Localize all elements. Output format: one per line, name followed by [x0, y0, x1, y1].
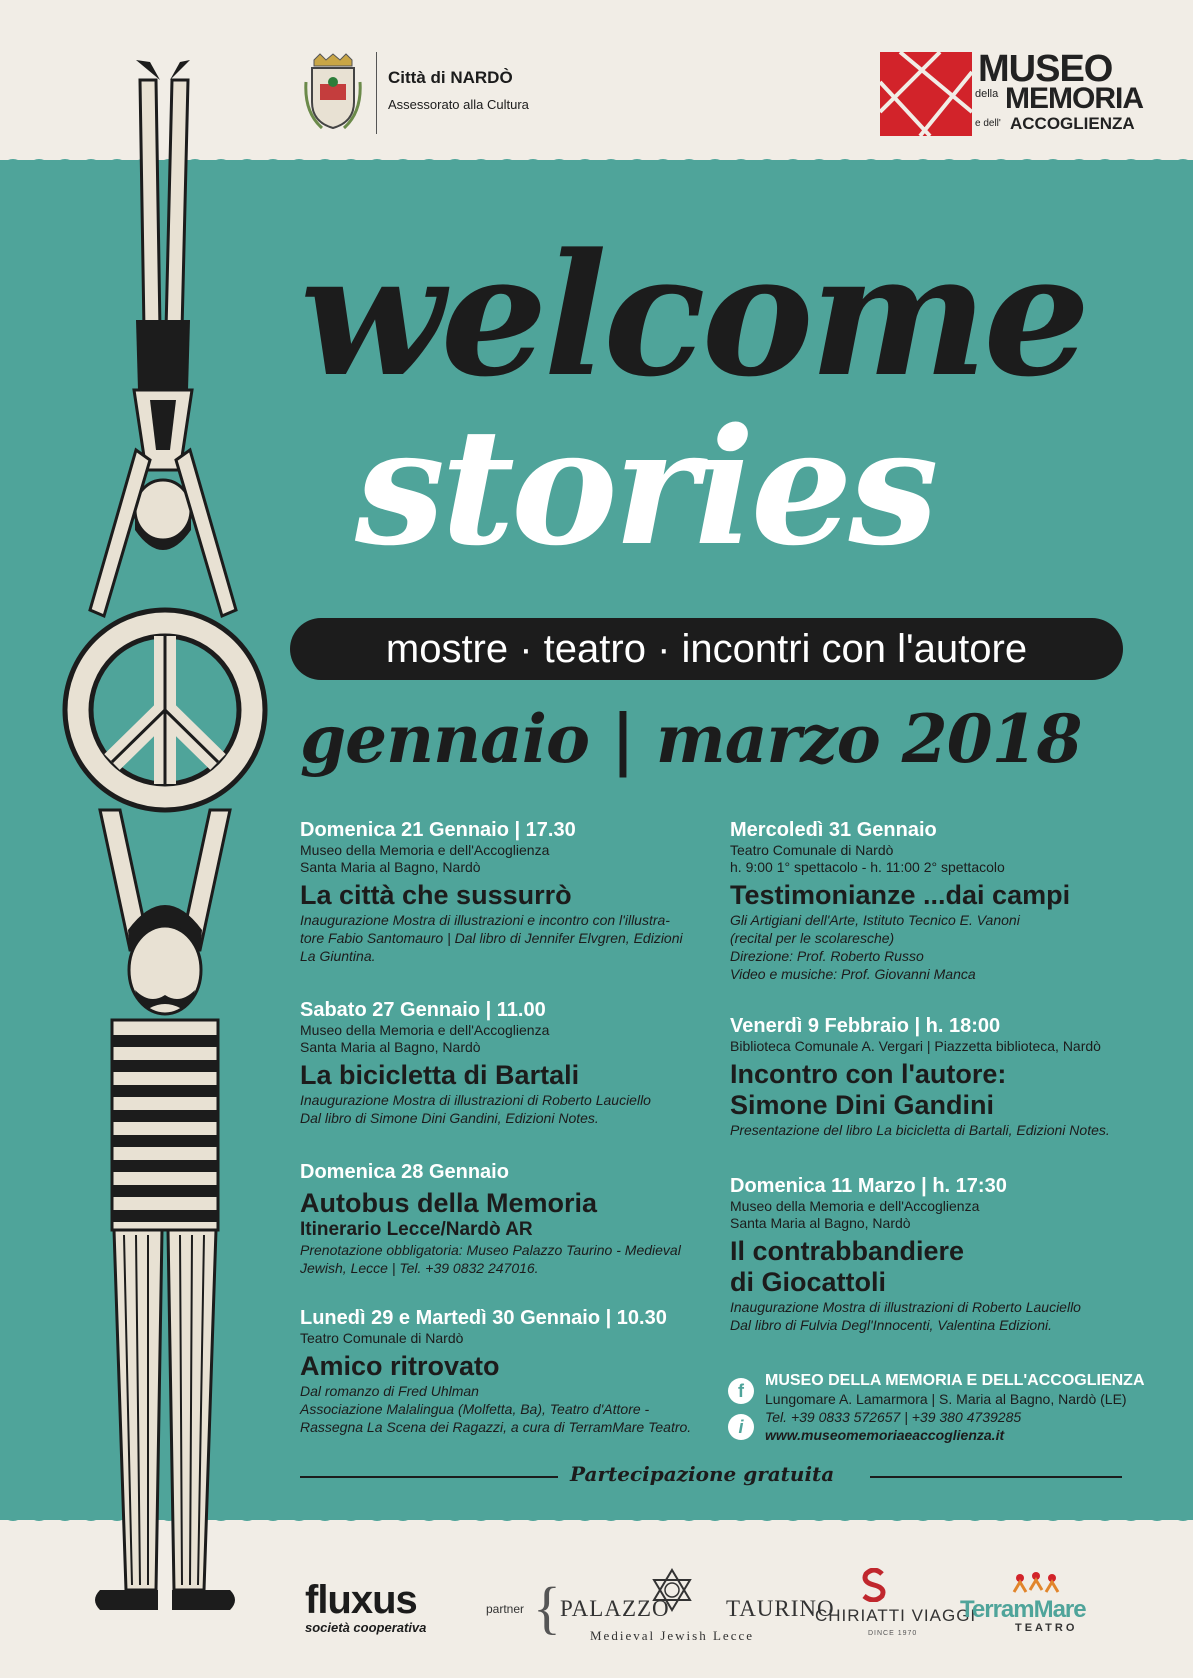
event-title: La bicicletta di Bartali	[300, 1060, 580, 1090]
city-department: Assessorato alla Cultura	[388, 97, 529, 112]
contact-name: MUSEO DELLA MEMORIA E DELL'ACCOGLIENZA	[765, 1372, 1145, 1389]
event-note: Inaugurazione Mostra di illustrazioni e incontro con l'illustra-	[300, 912, 670, 928]
city-crest-icon	[302, 52, 364, 134]
partner-brace-icon: {	[533, 1575, 561, 1640]
event-title: Amico ritrovato	[300, 1351, 500, 1381]
event-note: Inaugurazione Mostra di illustrazioni di Roberto Lauciello	[300, 1092, 651, 1108]
event-title: Autobus della Memoria	[300, 1188, 598, 1218]
event-date: Domenica 28 Gennaio	[300, 1161, 509, 1183]
event-note: Gli Artigiani dell'Arte, Istituto Tecnico E. Vanoni	[730, 912, 1020, 928]
period-heading: gennaio | marzo 2018	[300, 700, 1082, 778]
fluxus-subtitle: società cooperativa	[305, 1620, 427, 1635]
event-note: Jewish, Lecce | Tel. +39 0832 247016.	[300, 1260, 539, 1276]
museum-name-della: della	[975, 88, 999, 100]
acrobats-illustration	[40, 50, 280, 1670]
event-subtitle: Itinerario Lecce/Nardò AR	[300, 1219, 533, 1240]
divider-left	[300, 1476, 558, 1478]
event-note: (recital per le scolaresche)	[730, 930, 895, 946]
event-card	[300, 818, 700, 965]
terrammare-logo: TerramMare	[960, 1596, 1086, 1623]
event-title: Il contrabbandiere	[730, 1236, 965, 1266]
event-location: h. 9:00 1° spettacolo - h. 11:00 2° spettacolo	[730, 859, 1005, 875]
chiriatti-subtitle: DINCE 1970	[868, 1630, 918, 1637]
event-location: Biblioteca Comunale A. Vergari | Piazzetta biblioteca, Nardò	[730, 1038, 1101, 1054]
event-location: Teatro Comunale di Nardò	[730, 842, 894, 858]
event-title: Simone Dini Gandini	[730, 1090, 995, 1120]
event-title: di Giocattoli	[730, 1267, 887, 1297]
event-card	[300, 998, 700, 1127]
city-name: Città di NARDÒ	[388, 68, 513, 87]
museum-name-3: ACCOGLIENZA	[1010, 114, 1135, 133]
palazzo-subtitle: Medieval Jewish Lecce	[590, 1628, 755, 1643]
event-note: Associazione Malalingua (Molfetta, Ba), Teatro d'Attore -	[300, 1401, 650, 1417]
contact-website[interactable]: www.museomemoriaeaccoglienza.it	[765, 1427, 1005, 1443]
partner-label: partner	[486, 1602, 525, 1616]
event-title: La città che sussurrò	[300, 880, 572, 910]
contact-block	[765, 1372, 1145, 1444]
info-icon: i	[728, 1414, 754, 1440]
event-location: Teatro Comunale di Nardò	[300, 1330, 464, 1346]
contact-address: Lungomare A. Lamarmora | S. Maria al Bagno, Nardò (LE)	[765, 1391, 1127, 1407]
facebook-icon[interactable]: f	[728, 1378, 754, 1404]
event-card	[730, 818, 1150, 983]
event-note: Inaugurazione Mostra di illustrazioni di Roberto Lauciello	[730, 1299, 1081, 1315]
event-card	[730, 1014, 1160, 1139]
event-location: Museo della Memoria e dell'Accoglienza	[300, 842, 550, 858]
museum-name-dell: e dell'	[975, 118, 1001, 129]
event-date: Lunedì 29 e Martedì 30 Gennaio | 10.30	[300, 1307, 667, 1329]
chiriatti-logo: CHIRIATTI VIAGGI	[815, 1606, 977, 1625]
event-location: Museo della Memoria e dell'Accoglienza	[300, 1022, 550, 1038]
palazzo-taurino-logo: PALAZZO TAURINO	[560, 1596, 835, 1621]
event-note: La Giuntina.	[300, 948, 376, 964]
event-date: Mercoledì 31 Gennaio	[730, 819, 937, 841]
title-stories: stories	[355, 393, 935, 581]
event-date: Venerdì 9 Febbraio | h. 18:00	[730, 1015, 1001, 1037]
event-title: Testimonianze ...dai campi	[730, 880, 1071, 910]
fluxus-logo: fluxus	[305, 1578, 417, 1622]
event-title: Incontro con l'autore:	[730, 1059, 1007, 1089]
event-note: Direzione: Prof. Roberto Russo	[730, 948, 924, 964]
event-note: Video e musiche: Prof. Giovanni Manca	[730, 966, 976, 982]
header-divider	[376, 52, 377, 134]
event-note: Prenotazione obbligatoria: Museo Palazzo Taurino - Medieval	[300, 1242, 681, 1258]
event-date: Sabato 27 Gennaio | 11.00	[300, 999, 546, 1021]
terram-figures-icon	[1010, 1572, 1070, 1594]
event-location: Santa Maria al Bagno, Nardò	[300, 859, 481, 875]
museum-name-2: MEMORIA	[1005, 82, 1143, 115]
event-note: tore Fabio Santomauro | Dal libro di Jennifer Elvgren, Edizioni	[300, 930, 683, 946]
event-note: Dal libro di Simone Dini Gandini, Edizioni Notes.	[300, 1110, 599, 1126]
free-participation-note: Partecipazione gratuita	[570, 1462, 835, 1486]
event-card	[300, 1160, 700, 1277]
event-location: Museo della Memoria e dell'Accoglienza	[730, 1198, 980, 1214]
event-card	[730, 1174, 1150, 1334]
chiriatti-s-icon	[860, 1568, 888, 1602]
subtitle-pill: mostre · teatro · incontri con l'autore	[290, 618, 1123, 680]
event-date: Domenica 21 Gennaio | 17.30	[300, 819, 576, 841]
event-note: Dal romanzo di Fred Uhlman	[300, 1383, 479, 1399]
museum-name-1: MUSEO	[978, 48, 1113, 90]
event-location: Santa Maria al Bagno, Nardò	[730, 1215, 911, 1231]
contact-phone: Tel. +39 0833 572657 | +39 380 4739285	[765, 1409, 1022, 1425]
event-card	[300, 1306, 710, 1436]
event-date: Domenica 11 Marzo | h. 17:30	[730, 1175, 1007, 1197]
museum-logo-icon	[880, 52, 972, 136]
title-welcome: welcome	[300, 216, 1087, 414]
event-note: Rassegna La Scena dei Ragazzi, a cura di TerramMare Teatro.	[300, 1419, 692, 1435]
terrammare-subtitle: TEATRO	[1015, 1622, 1078, 1634]
event-note: Presentazione del libro La bicicletta di Bartali, Edizioni Notes.	[730, 1122, 1110, 1138]
event-location: Santa Maria al Bagno, Nardò	[300, 1039, 481, 1055]
divider-right	[870, 1476, 1122, 1478]
event-note: Dal libro di Fulvia Degl'Innocenti, Valentina Edizioni.	[730, 1317, 1052, 1333]
